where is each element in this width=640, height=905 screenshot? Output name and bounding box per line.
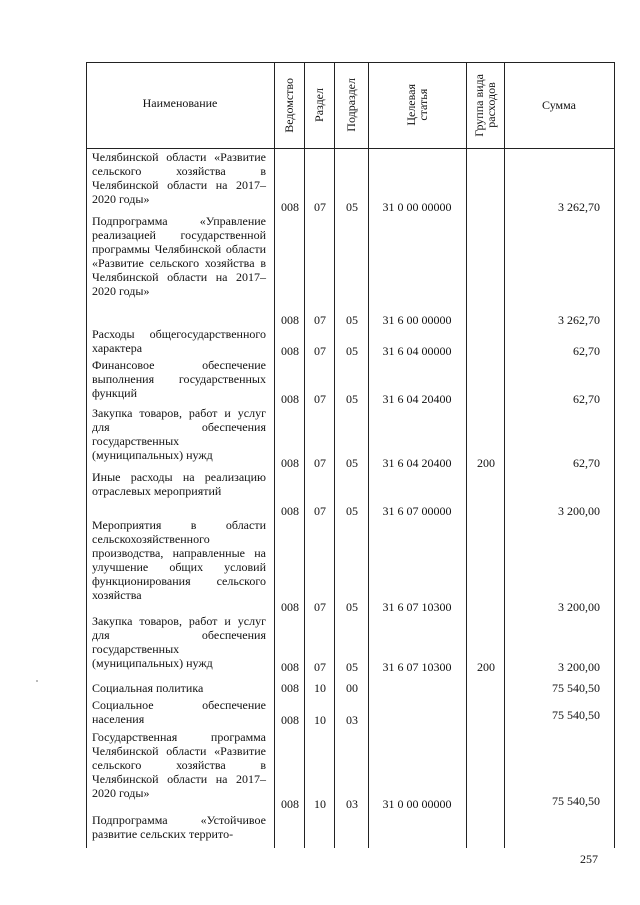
row-podrazdel: 05	[346, 456, 358, 470]
row-razdel: 07	[314, 456, 326, 470]
header-vedomstvo: Ведомство	[282, 77, 296, 133]
table-row	[0, 150, 640, 214]
header-summa-cell	[504, 62, 614, 148]
row-razdel: 07	[314, 660, 326, 674]
row-celevaya: 31 6 04 20400	[382, 392, 452, 406]
row-vedomstvo: 008	[281, 313, 299, 327]
row-summa: 62,70	[573, 392, 600, 406]
table-row	[0, 677, 640, 695]
header-razdel-cell	[304, 62, 334, 148]
table-row	[0, 811, 640, 847]
row-celevaya: 31 6 04 20400	[382, 456, 452, 470]
row-razdel: 10	[314, 713, 326, 727]
header-razdel: Раздел	[312, 88, 326, 122]
row-name: Закупка товаров, работ и услуг для обеспечения государственных (муниципальных) нужд	[92, 406, 266, 463]
header-vedomstvo-cell	[274, 62, 304, 148]
row-vedomstvo: 008	[281, 456, 299, 470]
row-celevaya: 31 6 07 10300	[382, 660, 452, 674]
row-summa: 3 200,00	[558, 504, 600, 518]
header-bottom-border	[86, 148, 615, 149]
header-celevaya-cell	[368, 62, 466, 148]
row-summa: 3 262,70	[558, 313, 600, 327]
row-celevaya: 31 0 00 00000	[382, 797, 452, 811]
row-podrazdel: 05	[346, 344, 358, 358]
row-podrazdel: 05	[346, 504, 358, 518]
row-summa: 62,70	[573, 344, 600, 358]
table-row	[0, 518, 640, 614]
header-gruppa-cell	[466, 62, 504, 148]
row-vedomstvo: 008	[281, 392, 299, 406]
row-razdel: 10	[314, 681, 326, 695]
table-row	[0, 327, 640, 358]
table-row	[0, 214, 640, 327]
row-razdel: 07	[314, 313, 326, 327]
row-razdel: 07	[314, 344, 326, 358]
row-summa: 75 540,50	[552, 794, 600, 808]
row-name: Расходы общегосударственного характера	[92, 327, 266, 356]
header-name: Наименование	[142, 96, 218, 110]
row-celevaya: 31 6 00 00000	[382, 313, 452, 327]
row-celevaya: 31 0 00 00000	[382, 200, 452, 214]
row-podrazdel: 05	[346, 660, 358, 674]
row-name: Иные расходы на реализацию отраслевых мероприятий	[92, 470, 266, 499]
row-vedomstvo: 008	[281, 344, 299, 358]
row-podrazdel: 05	[346, 313, 358, 327]
row-gruppa: 200	[477, 660, 495, 674]
table-row	[0, 406, 640, 470]
row-summa: 3 200,00	[558, 660, 600, 674]
row-vedomstvo: 008	[281, 713, 299, 727]
row-razdel: 07	[314, 504, 326, 518]
row-gruppa: 200	[477, 456, 495, 470]
row-podrazdel: 03	[346, 713, 358, 727]
row-vedomstvo: 008	[281, 200, 299, 214]
row-celevaya: 31 6 07 00000	[382, 504, 452, 518]
scan-speck	[36, 680, 38, 682]
row-name: Подпрограмма «Управление реализацией государственной программы Челябинской области «Развитие сельского хозяйства в Челябинской области на 2017–2020 годы»	[92, 214, 266, 299]
row-vedomstvo: 008	[281, 660, 299, 674]
header-podrazdel: Подраздел	[344, 78, 358, 132]
row-celevaya: 31 6 04 00000	[382, 344, 452, 358]
row-summa: 3 200,00	[558, 600, 600, 614]
row-podrazdel: 05	[346, 200, 358, 214]
row-name: Челябинской области «Развитие сельского хозяйства в Челябинской области на 2017–2020 годы»	[92, 150, 266, 207]
header-podrazdel-cell	[334, 62, 368, 148]
row-name: Финансовое обеспечение выполнения государственных функций	[92, 358, 266, 401]
table-row	[0, 358, 640, 406]
row-razdel: 07	[314, 600, 326, 614]
row-summa: 75 540,50	[552, 681, 600, 695]
row-podrazdel: 05	[346, 600, 358, 614]
row-summa: 75 540,50	[552, 708, 600, 722]
row-name: Подпрограмма «Устойчивое развитие сельских террито-	[92, 813, 266, 842]
row-podrazdel: 03	[346, 797, 358, 811]
row-name: Закупка товаров, работ и услуг для обеспечения государственных (муниципальных) нужд	[92, 614, 266, 671]
header-summa: Сумма	[542, 98, 576, 112]
row-razdel: 07	[314, 200, 326, 214]
row-summa: 3 262,70	[558, 200, 600, 214]
row-razdel: 10	[314, 797, 326, 811]
header-celevaya: Целевая статья	[404, 84, 430, 126]
row-name: Государственная программа Челябинской области «Развитие сельского хозяйства в Челябинской области на 2017–2020 годы»	[92, 730, 266, 801]
row-vedomstvo: 008	[281, 600, 299, 614]
table-row	[0, 727, 640, 811]
row-vedomstvo: 008	[281, 681, 299, 695]
header-gruppa: Группа вида расходов	[472, 73, 498, 137]
row-vedomstvo: 008	[281, 504, 299, 518]
page-number: 257	[580, 852, 598, 866]
row-name: Социальное обеспечение населения	[92, 698, 266, 727]
row-razdel: 07	[314, 392, 326, 406]
table-row	[0, 470, 640, 518]
table-row	[0, 614, 640, 677]
row-celevaya: 31 6 07 10300	[382, 600, 452, 614]
table-row	[0, 695, 640, 727]
row-vedomstvo: 008	[281, 797, 299, 811]
row-summa: 62,70	[573, 456, 600, 470]
row-podrazdel: 05	[346, 392, 358, 406]
row-name: Мероприятия в области сельскохозяйственного производства, направленные на улучшение общих условий функционирования сельского хозяйства	[92, 518, 266, 603]
row-name: Социальная политика	[92, 681, 204, 695]
row-podrazdel: 00	[346, 681, 358, 695]
